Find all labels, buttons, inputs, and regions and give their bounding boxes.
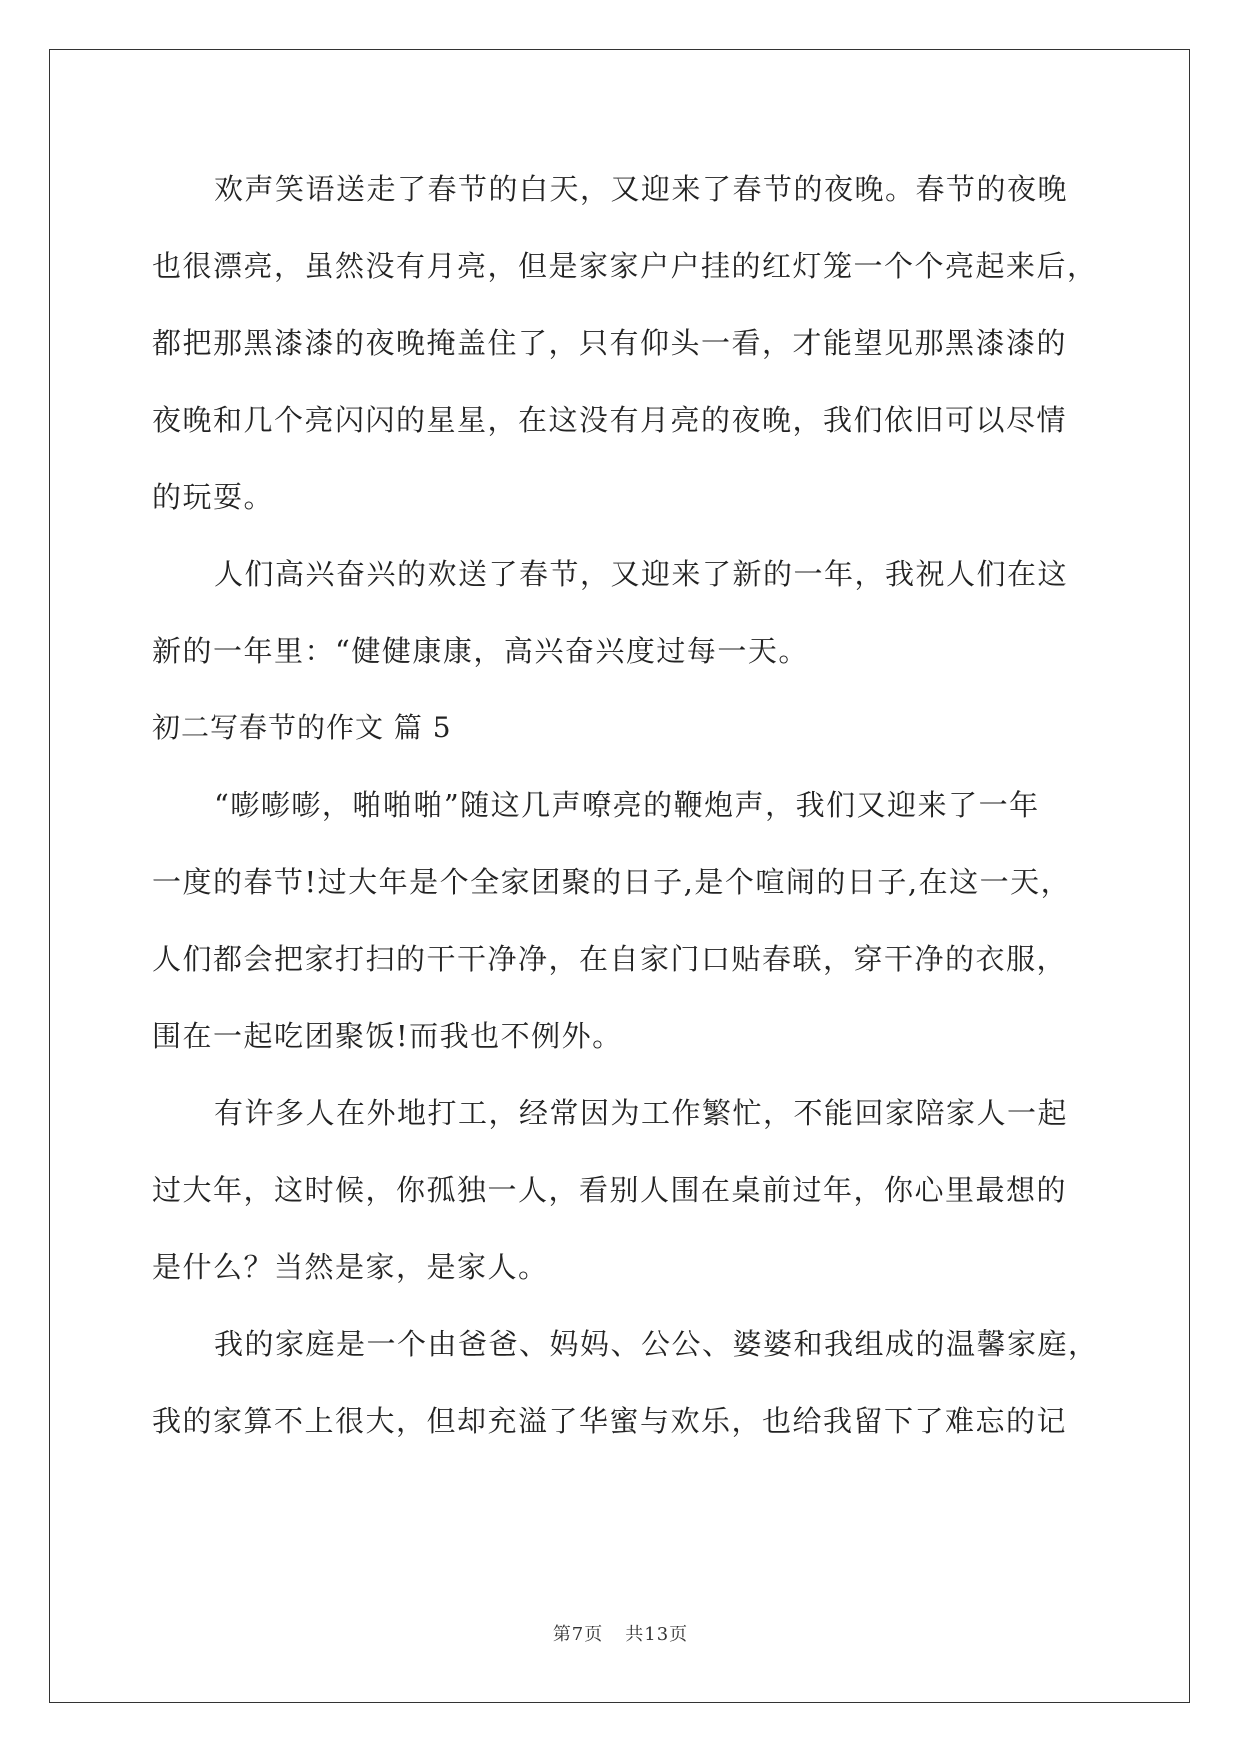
text-line: 人们都会把家打扫的干干净净，在自家门口贴春联，穿干净的衣服， <box>152 942 1068 976</box>
text-line: 人们高兴奋兴的欢送了春节，又迎来了新的一年，我祝人们在这 <box>214 557 1069 591</box>
text-line: 围在一起吃团聚饭!而我也不例外。 <box>152 1019 623 1053</box>
page-total: 共13页 <box>625 1624 689 1645</box>
text-line: 也很漂亮，虽然没有月亮，但是家家户户挂的红灯笼一个个亮起来后， <box>152 249 1098 283</box>
text-line: 我的家算不上很大，但却充溢了华蜜与欢乐，也给我留下了难忘的记 <box>152 1404 1068 1438</box>
document-body <box>152 161 1097 1470</box>
text-line: 过大年，这时候，你孤独一人，看别人围在桌前过年，你心里最想的 <box>152 1173 1068 1207</box>
section-heading: 初二写春节的作文 篇 5 <box>152 711 452 744</box>
text-line: 欢声笑语送走了春节的白天，又迎来了春节的夜晚。春节的夜晚 <box>214 172 1069 206</box>
page-footer <box>0 1620 1241 1646</box>
text-line: 都把那黑漆漆的夜晚掩盖住了，只有仰头一看，才能望见那黑漆漆的 <box>152 326 1068 360</box>
text-line: 一度的春节!过大年是个全家团聚的日子,是个喧闹的日子,在这一天， <box>152 865 1072 899</box>
text-line: 的玩耍。 <box>152 480 275 514</box>
page-number: 第7页 <box>552 1624 604 1645</box>
text-line: 新的一年里：“健健康康，高兴奋兴度过每一天。 <box>152 634 809 668</box>
text-line: 我的家庭是一个由爸爸、妈妈、公公、婆婆和我组成的温馨家庭， <box>214 1327 1099 1361</box>
text-line: 有许多人在外地打工，经常因为工作繁忙，不能回家陪家人一起 <box>214 1096 1069 1130</box>
text-line: “嘭嘭嘭，啪啪啪”随这几声嘹亮的鞭炮声，我们又迎来了一年 <box>214 788 1040 822</box>
text-line: 夜晚和几个亮闪闪的星星，在这没有月亮的夜晚，我们依旧可以尽情 <box>152 403 1068 437</box>
text-line: 是什么？当然是家，是家人。 <box>152 1250 549 1284</box>
